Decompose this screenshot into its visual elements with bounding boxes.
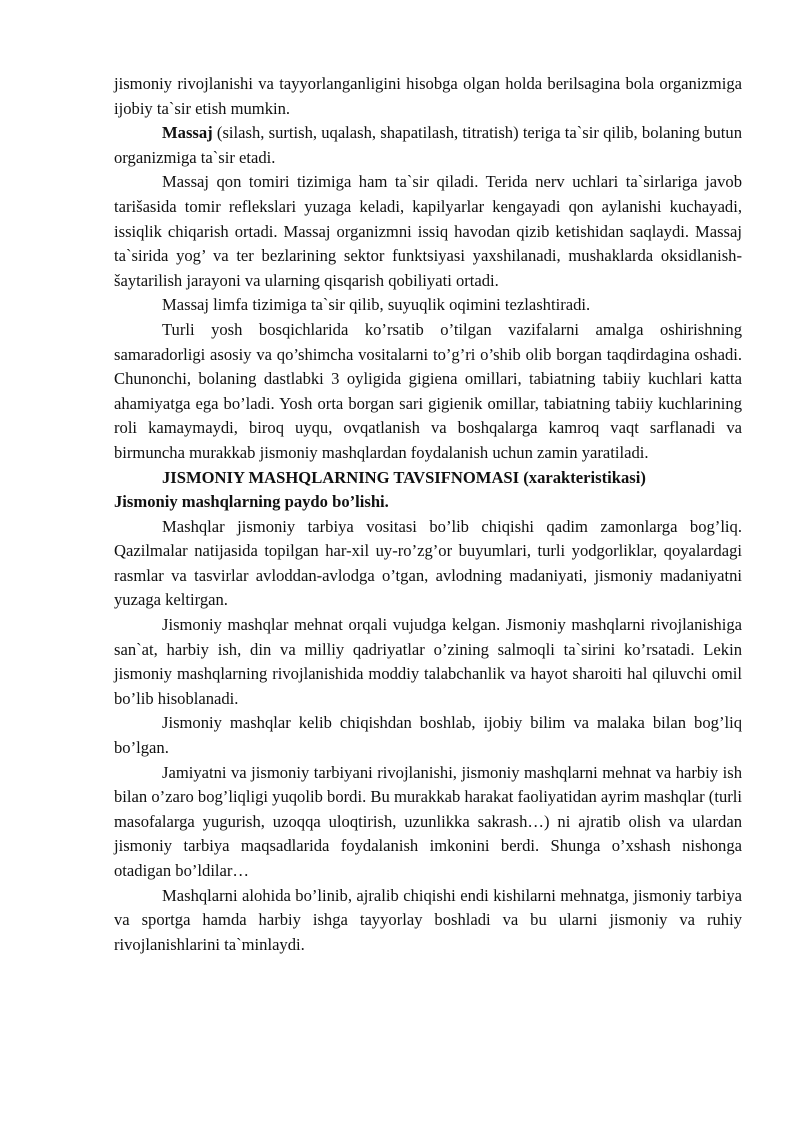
paragraph-3: Massaj qon tomiri tizimiga ham ta`sir qiladi. Terida nerv uchlari ta`sirlariga javob tarišasida tomir reflekslari yuzaga keladi, kapilyarlar kengayadi qon aylanishi kuchayadi, issiqlik chiqarish ortadi. Massaj organizmni issiq havodan qizib ketishidan saqlaydi. Massaj ta`sirida yog’ va ter bezlarining sektor funktsiyasi yaxshilanadi, mushaklarda oksidlanish-šaytarilish jarayoni va ularning qisqarish qobiliyati ortadi. bbox=[114, 172, 742, 290]
paragraph-4: Massaj limfa tizimiga ta`sir qilib, suyuqlik oqimini tezlashtiradi. bbox=[162, 295, 591, 315]
paragraph-1: jismoniy rivojlanishi va tayyorlanganligini hisobga olgan holda berilsagina bola organizmiga ijobiy ta`sir etish mumkin. bbox=[114, 74, 742, 118]
paragraph-5: Turli yosh bosqichlarida ko’rsatib o’tilgan vazifalarni amalga oshirishning samaradorligi asosiy va qo’shimcha vositalarni to’g’ri o’shib olib borgan taqdirdagina oshadi. Chunonchi, bolaning dastlabki 3 oyligida gigiena omillari, tabiatning tabiiy kuchlari katta ahamiyatga ega bo’ladi. Yosh orta borgan sari gigienik omillar, tabiatning tabiiy kuchlarining roli kamaymaydi, biroq uyqu, ovqatlanish va boshqalarga kamroq vaqt sarflanadi va birmuncha murakkab jismoniy mashqlardan foydalanish uchun zamin yaratiladi. bbox=[114, 319, 742, 462]
section-subheading: Jismoniy mashqlarning paydo bo’lishi. bbox=[114, 492, 389, 512]
massaj-definition: (silash, surtish, uqalash, shapatilash, titratish) teriga ta`sir qilib, bolaning butun organizmiga ta`sir etadi. bbox=[114, 123, 742, 167]
paragraph-9: Jamiyatni va jismoniy tarbiyani rivojlanishi, jismoniy mashqlarni mehnat va harbiy ish bilan o’zaro bog’liqligi yuqolib bordi. Bu murakkab harakat faoliyatidan ayrim mashqlar (turli masofalarga yugurish, uzoqqa uloqtirish, uzunlikka sakrash…) ni ajratib olish va ulardan jismoniy tarbiya maqsadlarida foydalanish imkonini berdi. Shunga o’xshash nishonga otadigan bo’ldilar… bbox=[114, 762, 742, 880]
paragraph-7: Jismoniy mashqlar mehnat orqali vujudga kelgan. Jismoniy mashqlarni rivojlanishiga san`at, harbiy ish, din va milliy qadriyatlar o’zining salmoqli ta`sirini ko’rsatadi. Lekin jismoniy mashqlarning rivojlanishida moddiy talabchanlik va hayot sharoiti hal qiluvchi omil bo’lib hisoblanadi. bbox=[114, 615, 742, 708]
section-heading: JISMONIY MASHQLARNING TAVSIFNOMASI (xarakteristikasi) bbox=[162, 467, 646, 487]
paragraph-6: Mashqlar jismoniy tarbiya vositasi bo’lib chiqishi qadim zamonlarga bog’liq. Qazilmalar natijasida topilgan har-xil uy-ro’zg’or buyumlari, turli yodgorliklar, qoyalardagi rasmlar va tasvirlar avloddan-avlodga o’tgan, avlodning madaniyati, jismoniy madaniyatni yuzaga keltirgan. bbox=[114, 516, 742, 610]
paragraph-massaj bbox=[114, 121, 742, 170]
paragraph-8: Jismoniy mashqlar kelib chiqishdan boshlab, ijobiy bilim va malaka bilan bog’liq bo’lgan. bbox=[114, 713, 742, 758]
massaj-term: Massaj bbox=[162, 123, 213, 143]
document-page bbox=[114, 72, 742, 957]
paragraph-10: Mashqlarni alohida bo’linib, ajralib chiqishi endi kishilarni mehnatga, jismoniy tarbiya va sportga hamda harbiy ishga tayyorlay boshladi va bu ularni jismoniy va ruhiy rivojlanishlarini ta`minlaydi. bbox=[114, 885, 742, 954]
